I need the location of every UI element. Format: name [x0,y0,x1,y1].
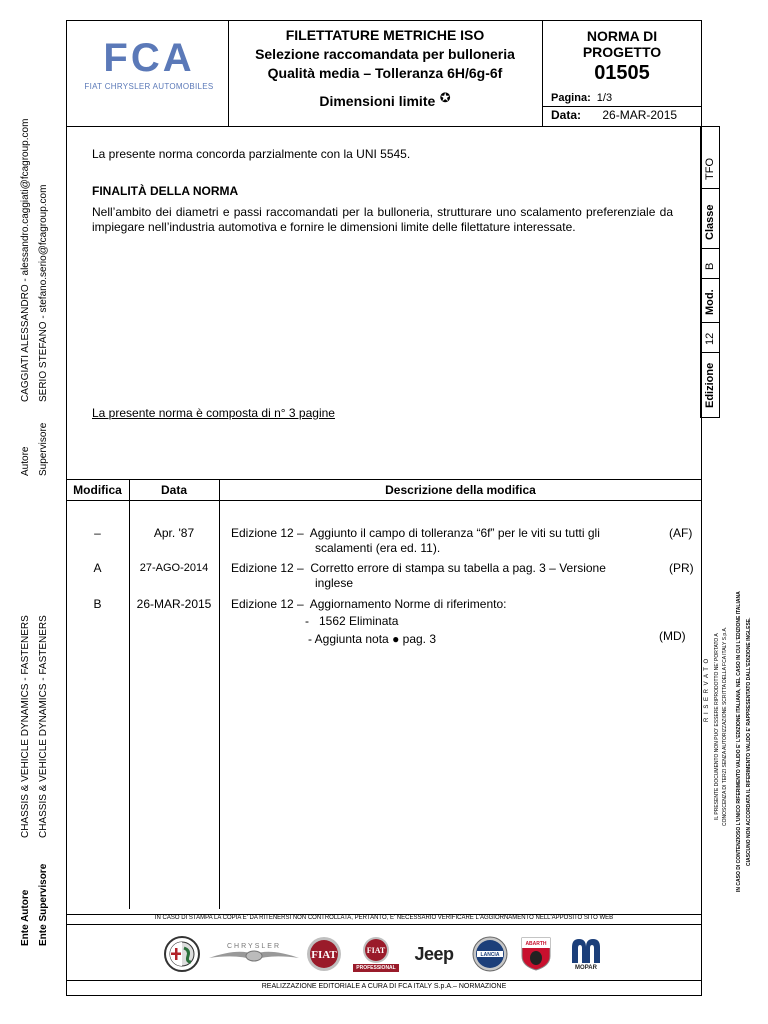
jeep-wordmark: Jeep [414,943,454,964]
alfa-romeo-logo [162,934,202,974]
autore-value: CAGGIATI ALESSANDRO - alessandro.caggiati@fcagroup.com [20,118,31,402]
title-line-3: Qualità media – Tolleranza 6H/6g-6f [267,65,503,81]
title-mark-icon: ✪ [439,90,451,105]
row-2-desc-2: inglese [315,576,354,590]
title-line-1: FILETTATURE METRICHE ISO [285,27,485,43]
date-row [551,108,677,122]
table-header-data: Data [160,483,187,497]
lancia-logo [470,934,510,974]
side-tab-tfo: TFO [704,158,716,180]
row-1-desc-1: Edizione 12 – Aggiunto il campo di tolleranza “6f” per le viti su tutti gli [231,526,600,540]
page-value: 1/3 [596,92,613,104]
row-2-mod: A [93,561,102,575]
row-3-date: 26-MAR-2015 [136,597,212,611]
side-tab-sep-1 [700,188,720,189]
abarth-scorpion-icon [520,936,552,972]
lancia-badge-icon [472,936,508,972]
jeep-logo [408,934,460,974]
date-value: 26-MAR-2015 [602,108,678,122]
intro-text: La presente norma concorda parzialmente con la UNI 5545. [92,147,411,161]
riservato-label: R I S E R V A T O [704,657,710,722]
page-row-line [542,106,702,107]
riservato-line-4: CIASCUNO NON ACCORDATA IL RIFERIMENTO VALIDO E' RAPPRESENTATO DALL'EDIZIONE INGLESE. [746,617,752,866]
side-tab-sep-3 [700,278,720,279]
fiat-badge-icon [306,936,342,972]
title-line-4-row [228,90,542,111]
riservato-line-3: IN CASO DI CONTENZIOSO L'UNICO RIFERIMENTO VALIDO E' L'EDIZIONE ITALIANA, NEL CASO IN CUI L'EDIZIONE ITALIANA [736,591,742,892]
fiat-logo [304,934,344,974]
fca-logo-subtext: FIAT CHRYSLER AUTOMOBILES [84,82,214,91]
riservato-line-2: CONOSCENZA DI TERZI SENZA AUTORIZZAZIONE SCRITTA DELLA FCA ITALY S.p.A. [722,626,728,826]
table-col-line-1 [129,479,130,909]
table-header-modifica: Modifica [73,483,122,497]
row-3-desc-1: Edizione 12 – Aggiornamento Norme di riferimento: [231,597,507,611]
riservato-line-1: IL PRESENTE DOCUMENTO NON PUO' ESSERE RIPRODOTTO NE' PORTATO A [714,633,720,820]
side-tab-mod-value: 12 [704,332,716,345]
side-tab-sep-5 [700,352,720,353]
fca-logo [76,36,222,96]
supervisore-value: SERIO STEFANO - stefano.serio@fcagroup.com [38,184,49,402]
title-block [228,26,542,111]
pages-note: La presente norma è composta di n° 3 pagine [92,406,335,420]
professional-label: PROFESSIONAL [353,964,398,972]
ente-autore-value: CHASSIS & VEHICLE DYNAMICS - FASTENERS [20,615,31,838]
norm-label-2: PROGETTO [582,44,662,60]
footer-notice-line [66,924,702,925]
page-row [551,92,612,104]
row-3-desc-3: - Aggiunta nota ● pag. 3 [308,632,437,646]
ente-supervisore-label: Ente Supervisore [38,863,49,946]
date-label: Data: [551,108,582,122]
fiat-wordmark: FIAT [311,949,337,961]
side-tab-edizione-label: Edizione [704,362,716,408]
alfa-romeo-icon [164,936,200,972]
footer-notice: IN CASO DI STAMPA LA COPIA E' DA RITENERSI NON CONTROLLATA, PERTANTO, E' NECESSARIO VERIFICARE L'AGGIORNAMENTO NELL'APPOSITO SITO WEB [154,915,614,921]
mopar-wordmark: MOPAR [575,965,597,971]
chrysler-logo [206,934,302,974]
footer-editorial: REALIZZAZIONE EDITORIALE A CURA DI FCA ITALY S.p.A.– NORMAZIONE [261,983,507,990]
chrysler-wordmark: CHRYSLER [227,943,281,950]
side-tab-sep-4 [700,322,720,323]
norm-block [542,28,702,85]
lancia-wordmark: LANCIA [480,952,500,958]
table-header-descrizione: Descrizione della modifica [385,483,536,497]
row-1-desc-2: scalamenti (era ed. 11). [315,541,441,555]
abarth-wordmark: ABARTH [525,941,547,947]
norm-number: 01505 [594,62,650,84]
row-2-date: 27-AGO-2014 [139,562,209,574]
row-2-code: (PR) [669,561,694,575]
norm-label-1: NORMA DI [586,28,658,44]
row-1-code: (AF) [669,526,693,540]
row-3-desc-2: - 1562 Eliminata [305,614,399,628]
row-1-mod: – [94,526,101,540]
ente-autore-label: Ente Autore [20,889,31,946]
row-1-date: Apr. '87 [153,526,195,540]
fca-logo-mark: FCA [103,36,195,80]
table-col-line-2 [219,479,220,909]
footer-logos-line [66,980,702,981]
mopar-m-icon [570,937,602,965]
fiat-professional-wordmark: FIAT [366,946,386,955]
autore-label: Autore [20,446,31,476]
ente-supervisore-value: CHASSIS & VEHICLE DYNAMICS - FASTENERS [38,615,49,838]
side-tab-classe-value: B [704,262,716,270]
document-frame [66,20,702,996]
abarth-logo [516,934,556,974]
table-top-line [66,479,702,480]
header-bottom-line [66,126,702,127]
supervisore-label: Supervisore [38,422,49,476]
side-tab-classe-label: Classe [704,204,716,240]
side-tab-mod-label: Mod. [704,289,716,315]
chrysler-wings-icon [207,940,301,968]
table-header-line [66,500,702,501]
title-line-4: Dimensioni limite [319,93,436,109]
side-tab-sep-2 [700,248,720,249]
row-3-code: (MD) [659,629,686,643]
row-2-desc-1: Edizione 12 – Corretto errore di stampa su tabella a pag. 3 – Versione [231,561,606,575]
title-line-2: Selezione raccomandata per bulloneria [255,46,515,62]
section-text: Nell’ambito dei diametri e passi raccomandati per la bulloneria, strutturare uno scalamento preferenziale da impiegare nell’industria automotiva e fornire le dimensioni limite delle filettature interessate. [92,205,673,234]
fiat-professional-icon [361,936,391,964]
section-title: FINALITÀ DELLA NORMA [92,184,239,198]
mopar-logo [562,934,610,974]
page-label: Pagina: [551,92,591,104]
row-3-mod: B [93,597,102,611]
fiat-professional-logo [350,934,402,974]
